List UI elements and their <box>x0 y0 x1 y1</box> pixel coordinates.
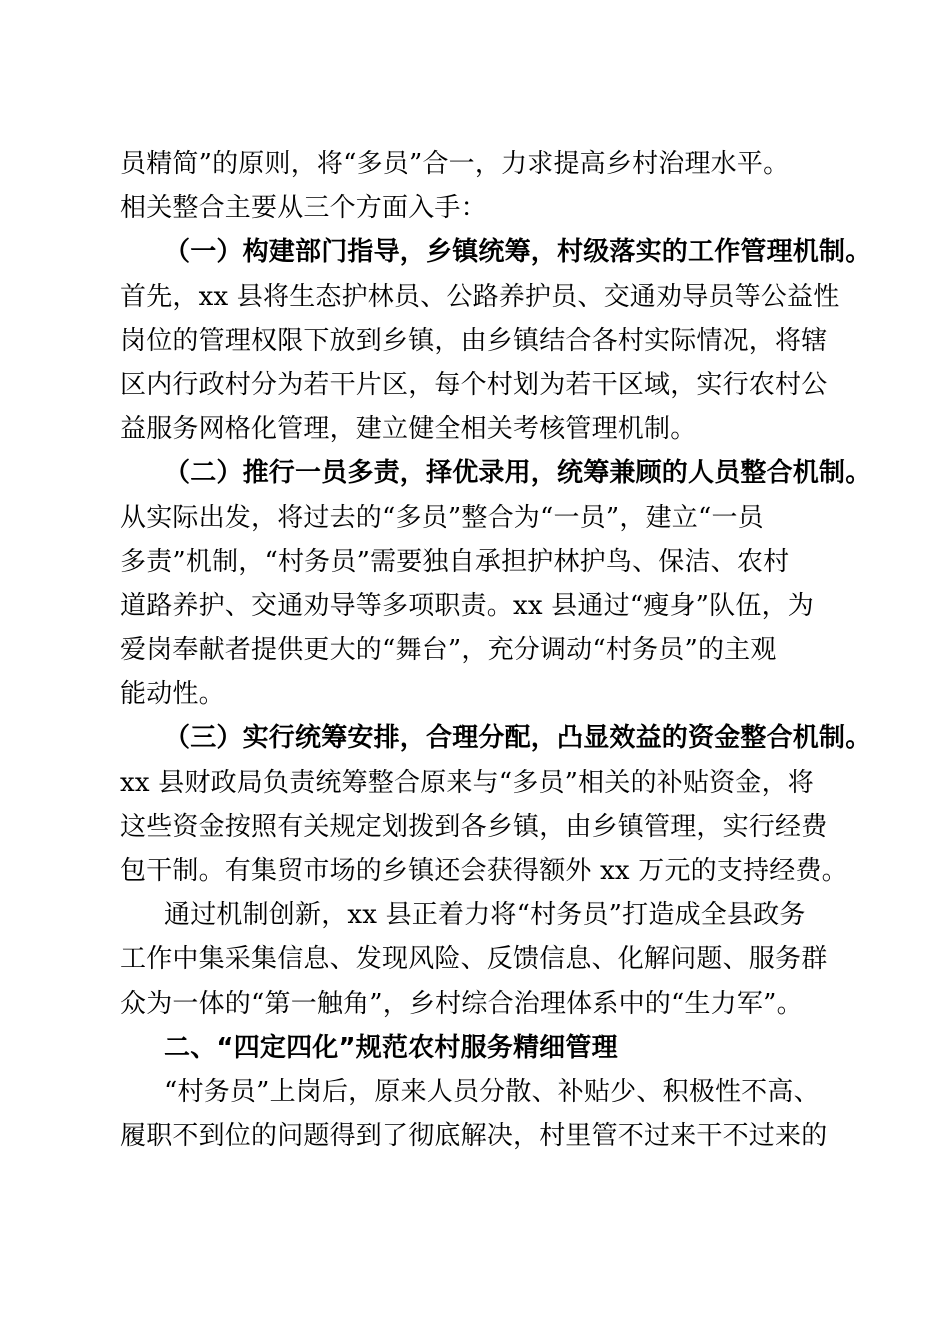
subheading-1: （一）构建部门指导，乡镇统筹，村级落实的工作管理机制。 <box>164 237 872 268</box>
paragraph-line: 首先，xx 县将生态护林员、公路养护员、交通劝导员等公益性 <box>120 281 840 312</box>
paragraph-line: “村务员”上岗后，原来人员分散、补贴少、积极性不高、 <box>164 1076 820 1107</box>
paragraph-line: 员精简”的原则，将“多员”合一，力求提高乡村治理水平。 <box>120 149 790 179</box>
paragraph-line: 相关整合主要从三个方面入手： <box>120 193 487 224</box>
paragraph-line: xx 县财政局负责统筹整合原来与“多员”相关的补贴资金，将 <box>120 767 814 798</box>
paragraph-line: 多责”机制，“村务员”需要独自承担护林护鸟、保洁、农村 <box>120 546 790 577</box>
paragraph-line: 从实际出发，将过去的“多员”整合为“一员”，建立“一员 <box>120 502 764 533</box>
paragraph-line: 工作中集采集信息、发现风险、反馈信息、化解问题、服务群 <box>120 944 828 975</box>
document-page <box>120 142 872 1158</box>
paragraph-line: 道路养护、交通劝导等多项职责。xx 县通过“瘦身”队伍，为 <box>120 590 814 621</box>
paragraph-line: 能动性。 <box>120 679 225 710</box>
paragraph-line: 包干制。有集贸市场的乡镇还会获得额外 xx 万元的支持经费。 <box>120 856 848 886</box>
subheading-3: （三）实行统筹安排，合理分配，凸显效益的资金整合机制。 <box>164 723 872 754</box>
paragraph-line: 众为一体的“第一触角”，乡村综合治理体系中的“生力军”。 <box>120 988 803 1019</box>
section-heading-2: 二、“四定四化”规范农村服务精细管理 <box>164 1032 618 1063</box>
subheading-2: （二）推行一员多责，择优录用，统筹兼顾的人员整合机制。 <box>164 458 872 489</box>
paragraph-line: 区内行政村分为若干片区，每个村划为若干区域，实行农村公 <box>120 369 828 400</box>
paragraph-line: 益服务网格化管理，建立健全相关考核管理机制。 <box>120 414 697 445</box>
paragraph-line: 通过机制创新，xx 县正着力将“村务员”打造成全县政务 <box>164 900 806 931</box>
paragraph-line: 这些资金按照有关规定划拨到各乡镇，由乡镇管理，实行经费 <box>120 811 828 842</box>
paragraph-line: 履职不到位的问题得到了彻底解决，村里管不过来干不过来的 <box>120 1121 828 1152</box>
paragraph-line: 爱岗奉献者提供更大的“舞台”，充分调动“村务员”的主观 <box>120 635 777 666</box>
paragraph-line: 岗位的管理权限下放到乡镇，由乡镇结合各村实际情况，将辖 <box>120 325 828 356</box>
